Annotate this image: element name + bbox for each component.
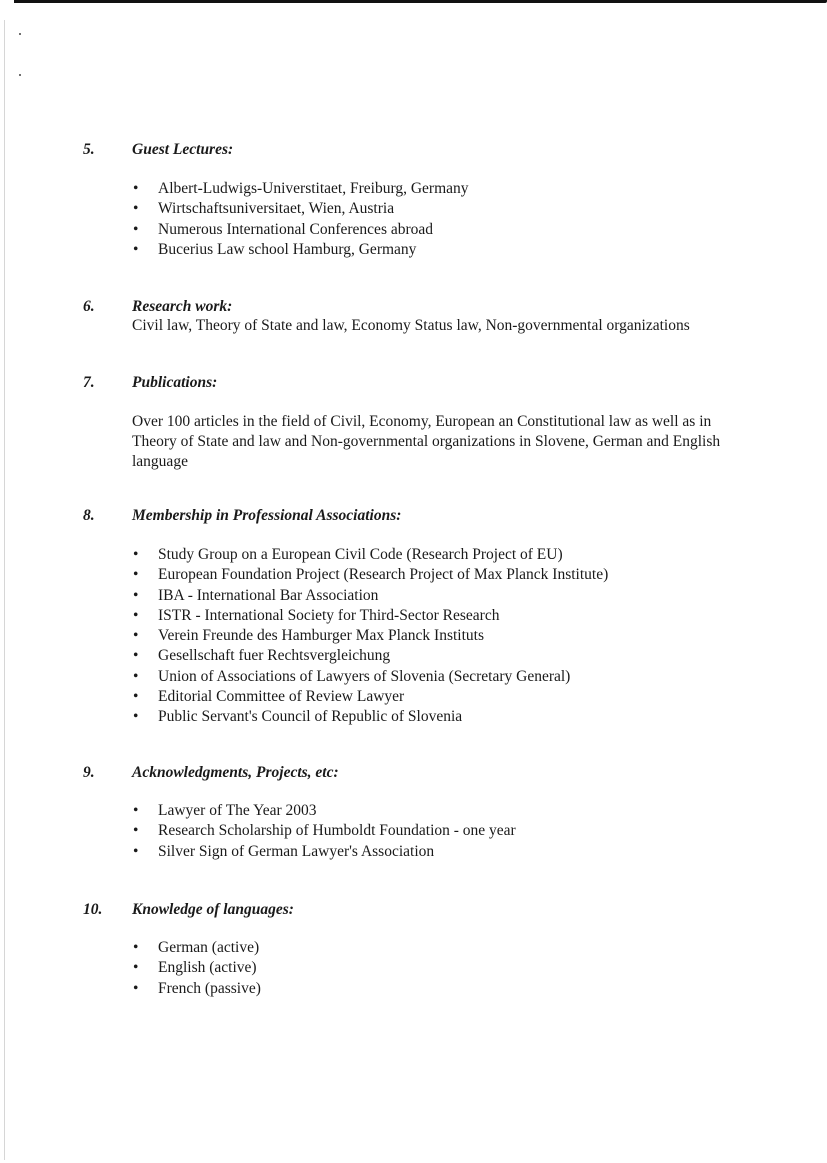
list-item: • Study Group on a European Civil Code (Research Project of EU) <box>133 546 563 563</box>
scan-top-edge <box>14 0 827 3</box>
bullet-icon: • <box>133 220 139 238</box>
bullet-icon: • <box>133 939 139 956</box>
section-number: 5. <box>83 141 95 158</box>
bullet-icon: • <box>133 606 139 624</box>
scan-speck <box>19 74 21 76</box>
bullet-icon: • <box>133 959 139 977</box>
section-number: 9. <box>83 764 95 781</box>
bullet-list <box>132 938 772 999</box>
list-item: • ISTR - International Society for Third-Sector Research <box>133 606 500 624</box>
list-item: • Gesellschaft fuer Rechtsvergleichung <box>133 647 391 665</box>
section-title: Publications: <box>132 374 218 391</box>
list-item: • Bucerius Law school Hamburg, Germany <box>133 240 417 258</box>
bullet-icon: • <box>133 667 139 685</box>
section-title: Knowledge of languages: <box>132 901 294 918</box>
section-title: Membership in Professional Associations: <box>132 507 402 524</box>
section-text: Over 100 articles in the field of Civil, Economy, European an Constitutional law as well as in Theory of State and law and Non-governmental organizations in Slovene, German and English language <box>132 413 721 470</box>
bullet-list <box>132 545 772 728</box>
bullet-icon: • <box>133 822 139 840</box>
list-item: • Public Servant's Council of Republic of Slovenia <box>133 708 463 726</box>
bullet-list <box>132 801 772 862</box>
bullet-icon: • <box>133 708 139 726</box>
bullet-icon: • <box>133 842 139 860</box>
list-item: • Research Scholarship of Humboldt Foundation - one year <box>133 822 516 840</box>
bullet-icon: • <box>133 200 139 218</box>
list-item: • English (active) <box>133 959 257 977</box>
list-item: • Editorial Committee of Review Lawyer <box>133 688 405 706</box>
list-item: • Silver Sign of German Lawyer's Association <box>133 842 435 860</box>
list-item: • Numerous International Conferences abroad <box>133 220 434 238</box>
list-item: • IBA - International Bar Association <box>133 586 379 604</box>
section-text: Civil law, Theory of State and law, Economy Status law, Non-governmental organizations <box>132 317 690 334</box>
section-number: 6. <box>83 298 95 315</box>
section-title: Research work: <box>132 298 233 315</box>
scan-left-edge <box>4 20 5 1160</box>
bullet-list <box>132 179 772 260</box>
bullet-icon: • <box>133 586 139 604</box>
bullet-icon: • <box>133 979 139 997</box>
list-item: • German (active) <box>133 939 260 956</box>
list-item: • French (passive) <box>133 979 261 997</box>
section-number: 8. <box>83 507 95 524</box>
section-title: Guest Lectures: <box>132 141 234 158</box>
bullet-icon: • <box>133 627 139 645</box>
scan-speck <box>19 33 21 35</box>
bullet-icon: • <box>133 566 139 584</box>
bullet-icon: • <box>133 180 139 197</box>
bullet-icon: • <box>133 688 139 706</box>
bullet-icon: • <box>133 240 139 258</box>
list-item: • Verein Freunde des Hamburger Max Planck Instituts <box>133 627 485 645</box>
bullet-icon: • <box>133 647 139 665</box>
bullet-icon: • <box>133 802 139 819</box>
list-item: • Albert-Ludwigs-Universtitaet, Freiburg, Germany <box>133 180 469 197</box>
section-number: 10. <box>83 901 103 918</box>
list-item: • Lawyer of The Year 2003 <box>133 802 317 819</box>
list-item: • European Foundation Project (Research Project of Max Planck Institute) <box>133 566 609 584</box>
list-item: • Union of Associations of Lawyers of Slovenia (Secretary General) <box>133 667 571 685</box>
bullet-icon: • <box>133 546 139 563</box>
section-title: Acknowledgments, Projects, etc: <box>132 764 339 781</box>
list-item: • Wirtschaftsuniversitaet, Wien, Austria <box>133 200 395 218</box>
section-number: 7. <box>83 374 95 391</box>
